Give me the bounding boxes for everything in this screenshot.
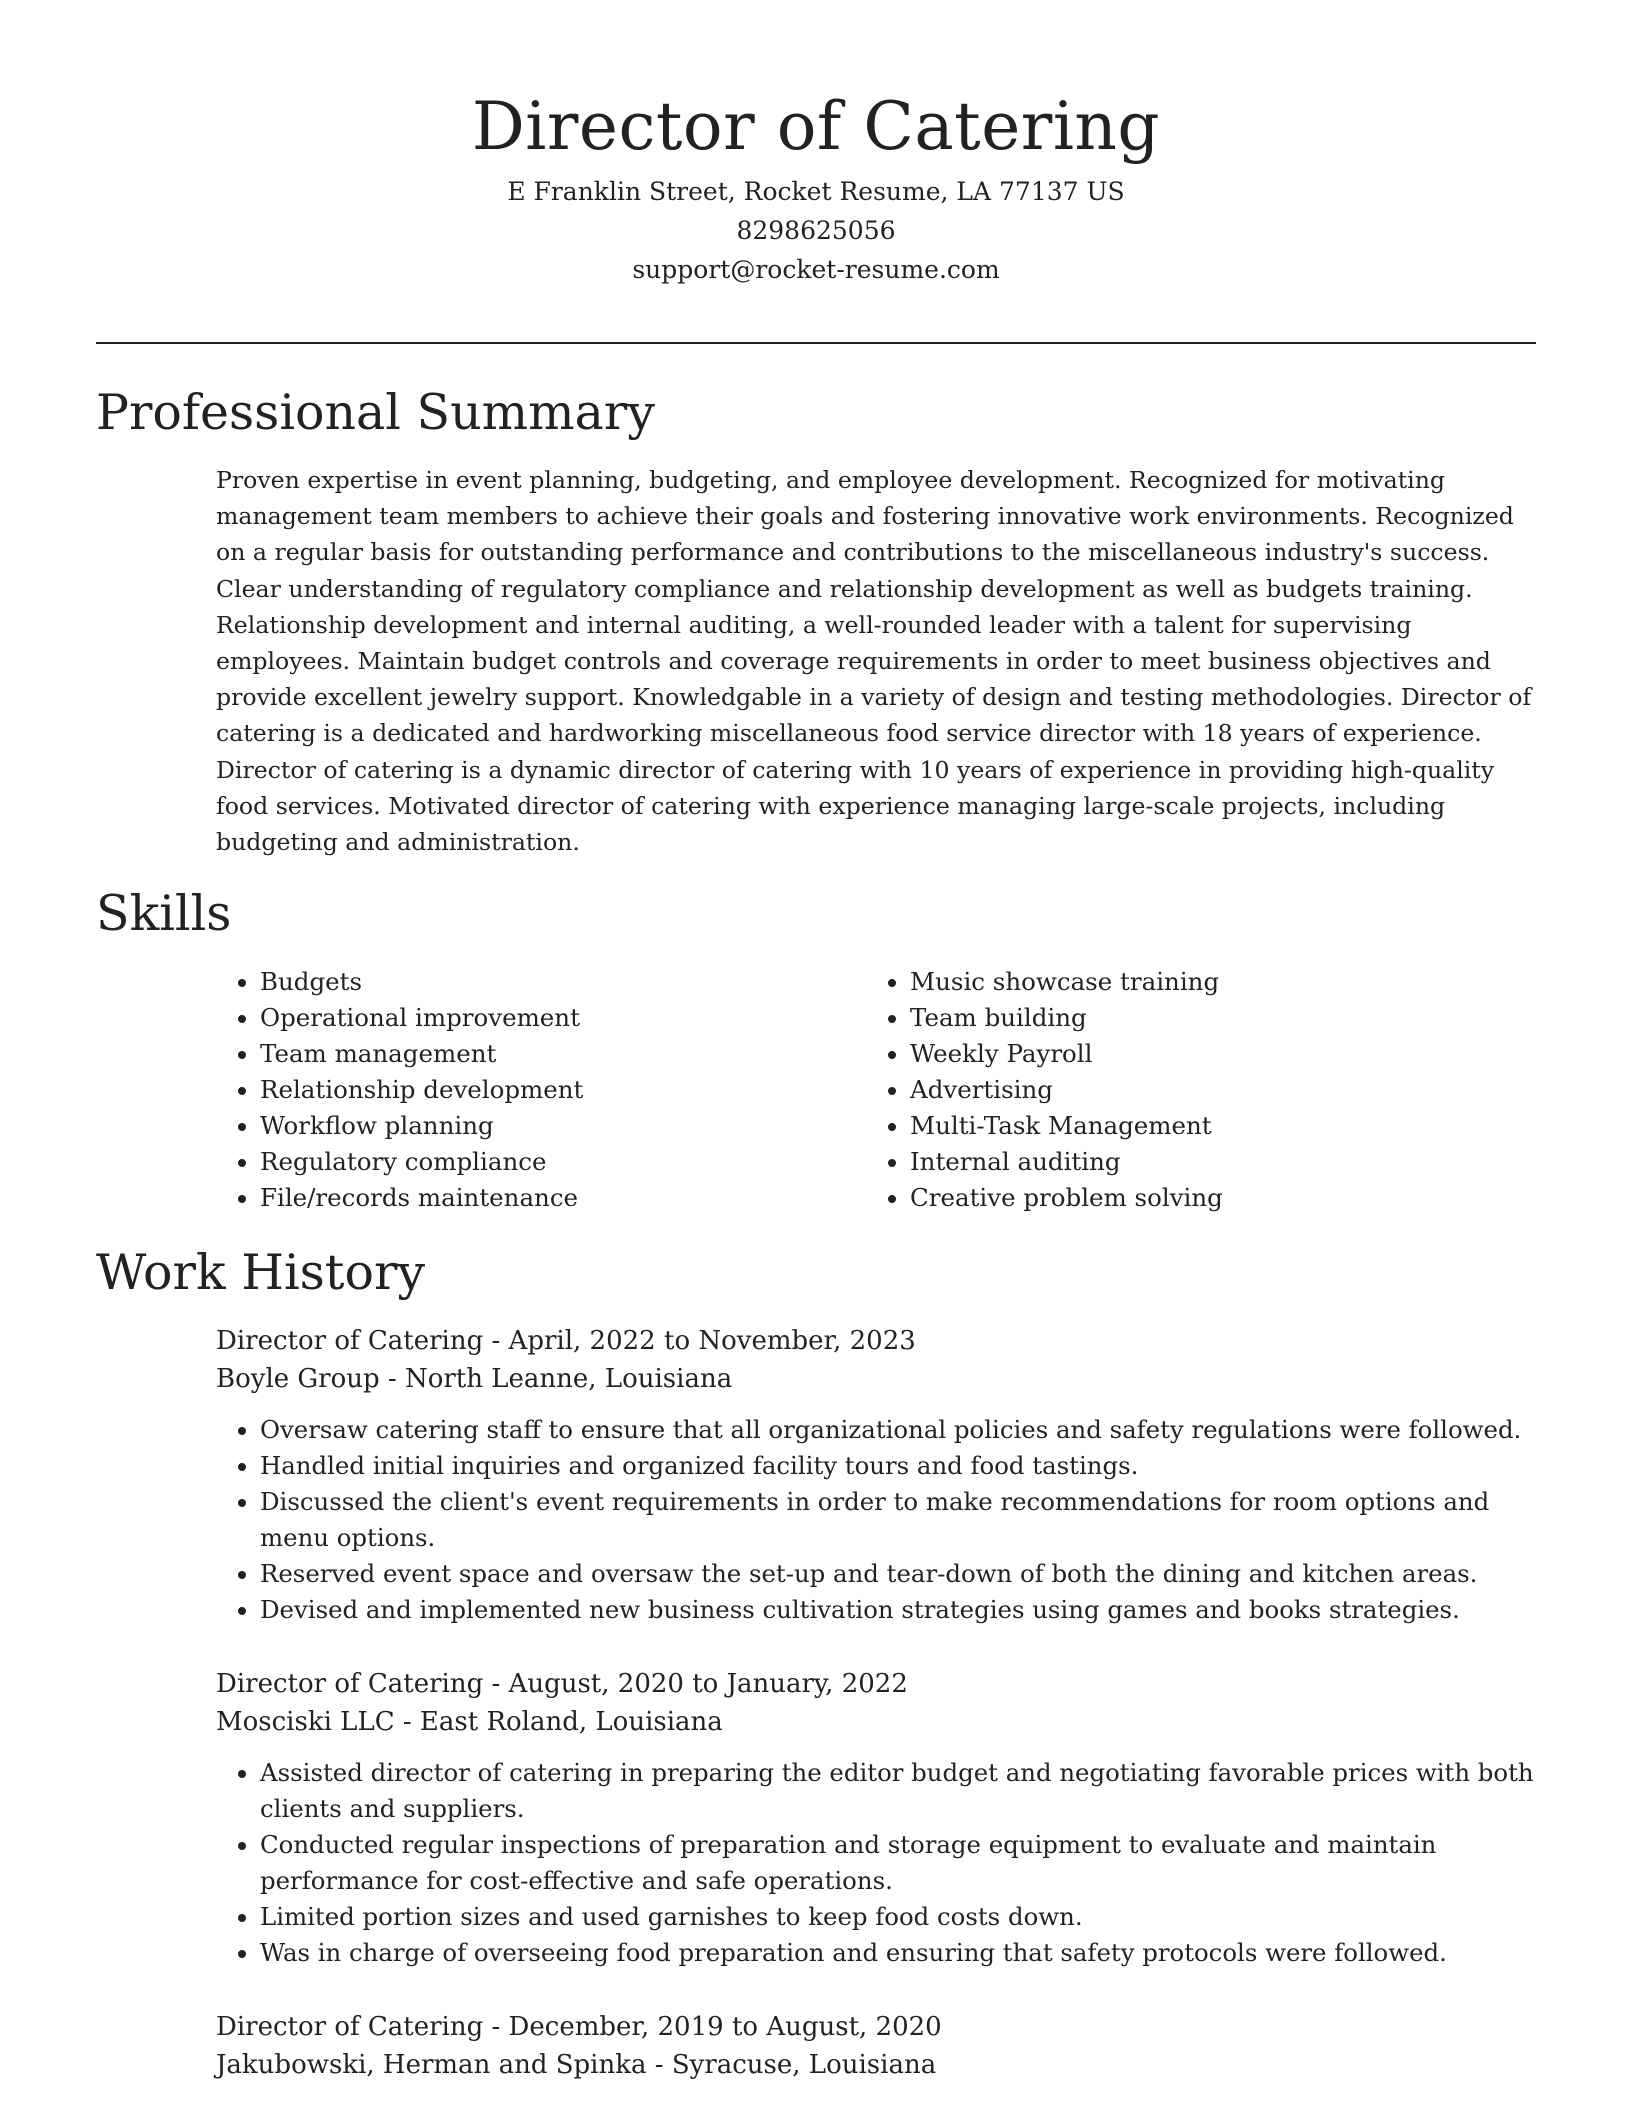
skill-item: • Team management	[260, 1036, 860, 1072]
job-title-dates: Director of Catering - August, 2020 to January, 2022	[216, 1669, 908, 1699]
skill-item: • Regulatory compliance	[260, 1144, 860, 1180]
job-duty: • Devised and implemented new business cultivation strategies using games and books strategies.	[260, 1592, 1548, 1628]
skills-list-right	[866, 964, 1570, 1216]
job-duty: • Conducted regular inspections of preparation and storage equipment to evaluate and maintain performance for cost-effective and safe operations.	[260, 1827, 1548, 1899]
skill-item: • File/records maintenance	[260, 1180, 860, 1216]
job-duties-list	[216, 1755, 1548, 1971]
phone-number: 8298625056	[736, 216, 896, 245]
job-duty: • Oversaw catering staff to ensure that all organizational policies and safety regulations were followed.	[260, 1412, 1548, 1448]
candidate-name: Director of Catering	[471, 88, 1161, 165]
job-title-dates: Director of Catering - April, 2022 to November, 2023	[216, 1326, 916, 1356]
skill-item: • Music showcase training	[910, 964, 1570, 1000]
skill-item: • Operational improvement	[260, 1000, 860, 1036]
skill-item: • Weekly Payroll	[910, 1036, 1570, 1072]
job-title-dates: Director of Catering - December, 2019 to August, 2020	[216, 2012, 942, 2042]
email-address: support@rocket-resume.com	[632, 255, 1000, 284]
job-duty: • Discussed the client's event requirements in order to make recommendations for room options and menu options.	[260, 1484, 1548, 1556]
job-duty: • Assisted director of catering in preparing the editor budget and negotiating favorable prices with both clients and suppliers.	[260, 1755, 1548, 1827]
skill-item: • Relationship development	[260, 1072, 860, 1108]
job-company-location: Boyle Group - North Leanne, Louisiana	[216, 1364, 733, 1394]
skill-item: • Creative problem solving	[910, 1180, 1570, 1216]
skill-item: • Budgets	[260, 964, 860, 1000]
work-history-heading: Work History	[96, 1244, 426, 1301]
job-duty: • Handled initial inquiries and organized facility tours and food tastings.	[260, 1448, 1548, 1484]
job-company-location: Jakubowski, Herman and Spinka - Syracuse, Louisiana	[216, 2050, 937, 2080]
job-duties-list	[216, 1412, 1548, 1628]
job-duty: • Reserved event space and oversaw the set-up and tear-down of both the dining and kitchen areas.	[260, 1556, 1548, 1592]
summary-text: Proven expertise in event planning, budgeting, and employee development. Recognized for motivating management team members to achieve their goals and fostering innovative work environments. Recognized on a regular basis for outstanding performance and contributions to the miscellaneous industry's success. Clear understanding of regulatory compliance and relationship development as well as budgets training. Relationship development and internal auditing, a well-rounded leader with a talent for supervising employees. Maintain budget controls and coverage requirements in order to meet business objectives and provide excellent jewelry support. Knowledgable in a variety of design and testing methodologies. Director of catering is a dedicated and hardworking miscellaneous food service director with 18 years of experience. Director of catering is a dynamic director of catering with 10 years of experience in providing high-quality food services. Motivated director of catering with experience managing large-scale projects, including budgeting and administration.	[216, 466, 1532, 857]
job-entry	[216, 1665, 1548, 1971]
skills-heading: Skills	[96, 885, 232, 942]
skill-item: • Internal auditing	[910, 1144, 1570, 1180]
skill-item: • Advertising	[910, 1072, 1570, 1108]
resume-header	[0, 0, 1632, 289]
job-duty: • Limited portion sizes and used garnishes to keep food costs down.	[260, 1899, 1548, 1935]
job-entry	[216, 2008, 1548, 2084]
job-duty: • Was in charge of overseeing food preparation and ensuring that safety protocols were followed.	[260, 1935, 1548, 1971]
address: E Franklin Street, Rocket Resume, LA 77137 US	[507, 177, 1125, 206]
skill-item: • Workflow planning	[260, 1108, 860, 1144]
header-divider	[96, 342, 1536, 344]
job-company-location: Mosciski LLC - East Roland, Louisiana	[216, 1707, 723, 1737]
skill-item: • Multi-Task Management	[910, 1108, 1570, 1144]
skill-item: • Team building	[910, 1000, 1570, 1036]
job-entry	[216, 1322, 1548, 1628]
skills-list-left	[216, 964, 860, 1216]
summary-heading: Professional Summary	[96, 384, 655, 441]
